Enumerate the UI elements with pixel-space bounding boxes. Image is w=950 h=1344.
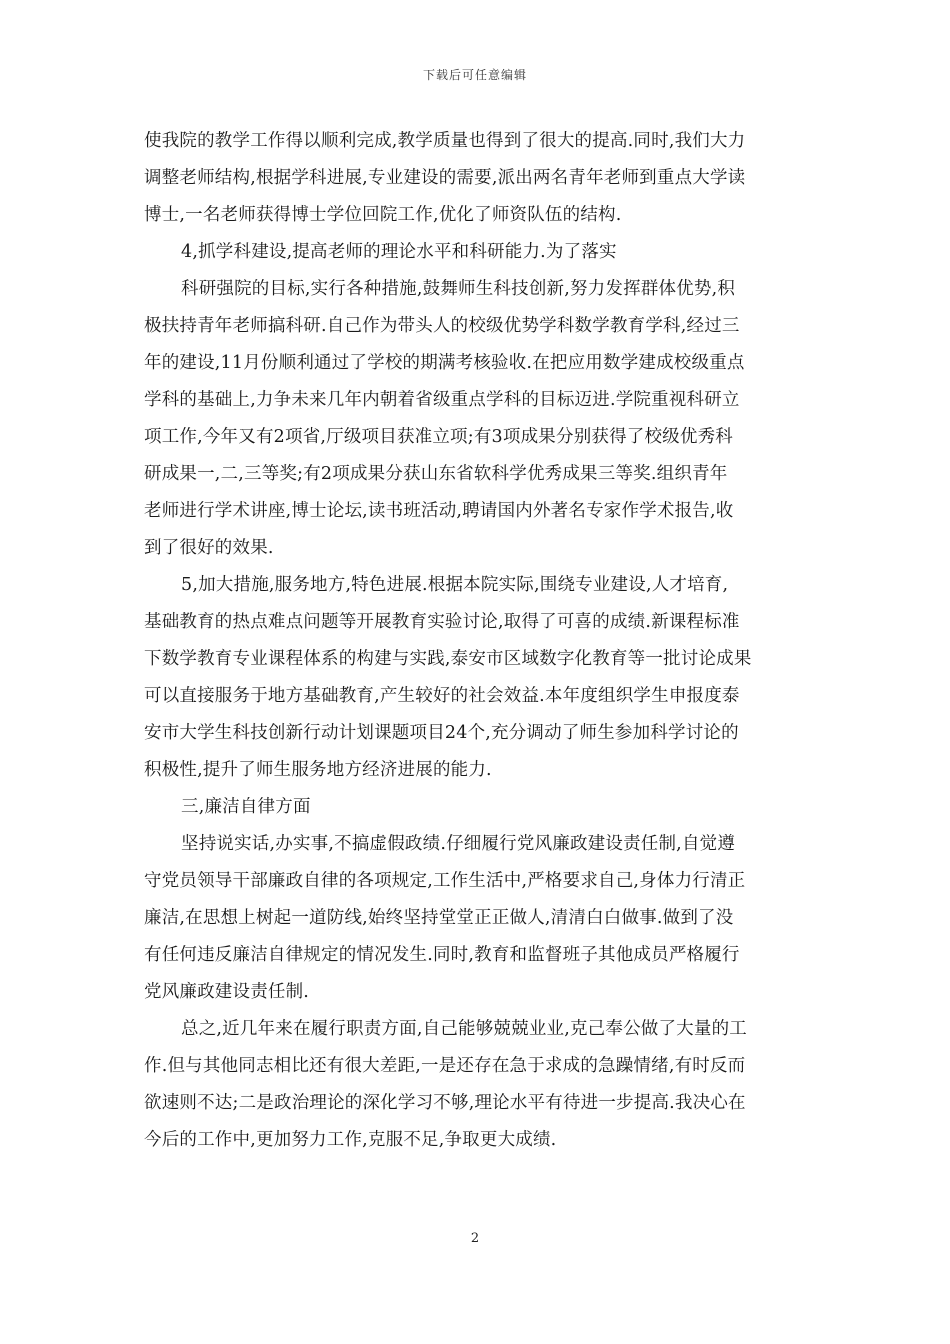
text-line: 今后的工作中,更加努力工作,克服不足,争取更大成绩.	[144, 1130, 557, 1150]
text-line: 5,加大措施,服务地方,特色进展.根据本院实际,围绕专业建设,人才培育,	[181, 575, 729, 595]
text-line: 作.但与其他同志相比还有很大差距,一是还存在急于求成的急躁情绪,有时反而	[144, 1056, 746, 1076]
text-line: 欲速则不达;二是政治理论的深化学习不够,理论水平有待进一步提高.我决心在	[144, 1093, 746, 1113]
text-line: 学科的基础上,力争未来几年内朝着省级重点学科的目标迈进.学院重视科研立	[144, 390, 740, 410]
text-line: 有任何违反廉洁自律规定的情况发生.同时,教育和监督班子其他成员严格履行	[144, 945, 740, 965]
text-line: 使我院的教学工作得以顺利完成,教学质量也得到了很大的提高.同时,我们大力	[144, 131, 746, 151]
text-line: 年的建设,11月份顺利通过了学校的期满考核验收.在把应用数学建成校级重点	[144, 353, 745, 373]
text-line: 守党员领导干部廉政自律的各项规定,工作生活中,严格要求自己,身体力行清正	[144, 871, 746, 891]
text-line: 下数学教育专业课程体系的构建与实践,泰安市区域数字化教育等一批讨论成果	[144, 649, 752, 669]
text-line: 廉洁,在思想上树起一道防线,始终坚持堂堂正正做人,清清白白做事.做到了没	[144, 908, 734, 928]
text-line: 可以直接服务于地方基础教育,产生较好的社会效益.本年度组织学生申报度泰	[144, 686, 740, 706]
text-line: 党风廉政建设责任制.	[144, 982, 310, 1002]
text-line: 积极性,提升了师生服务地方经济进展的能力.	[144, 760, 492, 780]
text-line: 总之,近几年来在履行职责方面,自己能够兢兢业业,克己奉公做了大量的工	[181, 1019, 747, 1039]
page-header: 下载后可任意编辑	[422, 68, 527, 82]
text-line: 项工作,今年又有2项省,厅级项目获准立项;有3项成果分别获得了校级优秀科	[144, 427, 733, 447]
text-line: 4,抓学科建设,提高老师的理论水平和科研能力.为了落实	[181, 242, 617, 262]
text-line: 极扶持青年老师搞科研.自己作为带头人的校级优势学科数学教育学科,经过三	[144, 316, 740, 336]
text-line: 科研强院的目标,实行各种措施,鼓舞师生科技创新,努力发挥群体优势,积	[181, 279, 736, 299]
text-line: 到了很好的效果.	[144, 538, 274, 558]
text-line: 坚持说实话,办实事,不搞虚假政绩.仔细履行党风廉政建设责任制,自觉遵	[181, 834, 736, 854]
text-line: 三,廉洁自律方面	[181, 797, 311, 817]
text-line: 博士,一名老师获得博士学位回院工作,优化了师资队伍的结构.	[144, 205, 622, 225]
text-line: 调整老师结构,根据学科进展,专业建设的需要,派出两名青年老师到重点大学读	[144, 168, 746, 188]
text-line: 研成果一,二,三等奖;有2项成果分获山东省软科学优秀成果三等奖.组织青年	[144, 464, 728, 484]
text-line: 基础教育的热点难点问题等开展教育实验讨论,取得了可喜的成绩.新课程标准	[144, 612, 740, 632]
document-body	[144, 123, 808, 1159]
page-number: 2	[470, 1231, 480, 1246]
text-line: 安市大学生科技创新行动计划课题项目24个,充分调动了师生参加科学讨论的	[144, 723, 739, 743]
text-line: 老师进行学术讲座,博士论坛,读书班活动,聘请国内外著名专家作学术报告,收	[144, 501, 734, 521]
